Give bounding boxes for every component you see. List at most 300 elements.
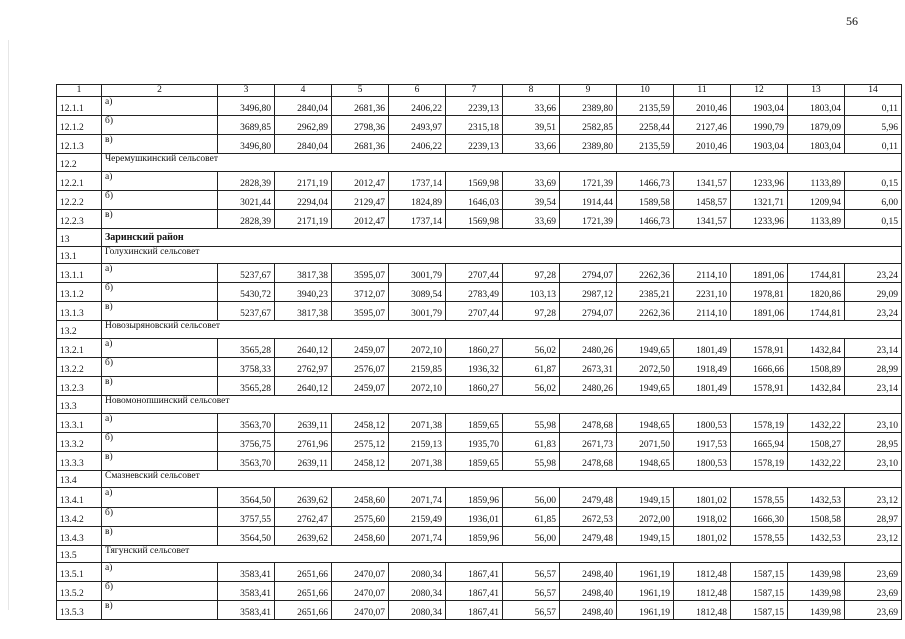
value-cell: 5237,67 [218, 264, 275, 283]
value-cell: 2794,07 [560, 264, 617, 283]
table-row [57, 451, 902, 470]
value-cell: 1587,15 [731, 582, 788, 601]
value-cell: 1578,19 [731, 413, 788, 432]
value-cell: 3756,75 [218, 432, 275, 451]
value-cell: 2470,07 [332, 601, 389, 620]
row-code: 12.2.2 [57, 190, 102, 209]
row-code: 12.2.1 [57, 171, 102, 190]
section-row [57, 246, 902, 264]
value-cell: 2159,49 [389, 507, 446, 526]
row-code: 13.4.3 [57, 526, 102, 545]
row-variant: б) [102, 432, 218, 451]
row-code: 13.5.1 [57, 563, 102, 582]
value-cell: 2672,53 [560, 507, 617, 526]
row-code: 13.3.2 [57, 432, 102, 451]
value-cell: 1812,48 [674, 563, 731, 582]
value-cell: 3563,70 [218, 451, 275, 470]
row-variant: а) [102, 563, 218, 582]
value-cell: 2080,34 [389, 563, 446, 582]
value-cell: 56,57 [503, 601, 560, 620]
value-cell: 1891,06 [731, 302, 788, 321]
value-cell: 2459,07 [332, 338, 389, 357]
section-title: Новомонопшинский сельсовет [102, 396, 902, 414]
value-cell: 2828,39 [218, 209, 275, 228]
value-cell: 3565,28 [218, 377, 275, 396]
value-cell: 2470,07 [332, 563, 389, 582]
row-code: 12.1.2 [57, 116, 102, 135]
value-cell: 2072,50 [617, 357, 674, 376]
value-cell: 1948,65 [617, 413, 674, 432]
column-number-cell: 11 [674, 85, 731, 97]
value-cell: 2458,12 [332, 413, 389, 432]
value-cell: 3564,50 [218, 488, 275, 507]
value-cell: 2012,47 [332, 171, 389, 190]
value-cell: 2828,39 [218, 171, 275, 190]
row-variant: а) [102, 413, 218, 432]
value-cell: 1936,32 [446, 357, 503, 376]
row-variant: в) [102, 209, 218, 228]
value-cell: 1209,94 [788, 190, 845, 209]
value-cell: 1812,48 [674, 601, 731, 620]
value-cell: 1936,01 [446, 507, 503, 526]
value-cell: 1859,96 [446, 488, 503, 507]
value-cell: 3583,41 [218, 563, 275, 582]
value-cell: 1341,57 [674, 209, 731, 228]
value-cell: 23,14 [845, 338, 902, 357]
value-cell: 23,14 [845, 377, 902, 396]
value-cell: 3940,23 [275, 283, 332, 302]
row-variant: б) [102, 190, 218, 209]
column-number-cell: 4 [275, 85, 332, 97]
value-cell: 1918,02 [674, 507, 731, 526]
value-cell: 2651,66 [275, 582, 332, 601]
value-cell: 1439,98 [788, 563, 845, 582]
value-cell: 1801,49 [674, 338, 731, 357]
value-cell: 2479,48 [560, 526, 617, 545]
row-code: 13.1 [57, 246, 102, 264]
row-code: 13.5.3 [57, 601, 102, 620]
value-cell: 2010,46 [674, 135, 731, 154]
value-cell: 2135,59 [617, 135, 674, 154]
table-row [57, 209, 902, 228]
value-cell: 2582,85 [560, 116, 617, 135]
row-code: 13 [57, 229, 102, 247]
value-cell: 3583,41 [218, 582, 275, 601]
value-cell: 2135,59 [617, 97, 674, 116]
value-cell: 2171,19 [275, 171, 332, 190]
value-cell: 61,85 [503, 507, 560, 526]
value-cell: 3595,07 [332, 302, 389, 321]
value-cell: 3564,50 [218, 526, 275, 545]
table-row [57, 563, 902, 582]
table-row [57, 338, 902, 357]
value-cell: 1439,98 [788, 582, 845, 601]
value-cell: 1949,65 [617, 377, 674, 396]
value-cell: 1978,81 [731, 283, 788, 302]
value-cell: 2159,85 [389, 357, 446, 376]
value-cell: 1820,86 [788, 283, 845, 302]
value-cell: 1666,30 [731, 507, 788, 526]
section-title: Заринский район [102, 229, 902, 247]
table-row [57, 264, 902, 283]
row-variant: а) [102, 488, 218, 507]
value-cell: 2406,22 [389, 97, 446, 116]
row-variant: а) [102, 97, 218, 116]
row-variant: б) [102, 116, 218, 135]
value-cell: 2470,07 [332, 582, 389, 601]
value-cell: 3689,85 [218, 116, 275, 135]
value-cell: 2458,60 [332, 488, 389, 507]
value-cell: 1466,73 [617, 209, 674, 228]
value-cell: 61,83 [503, 432, 560, 451]
row-variant: в) [102, 601, 218, 620]
value-cell: 55,98 [503, 451, 560, 470]
value-cell: 5,96 [845, 116, 902, 135]
value-cell: 3563,70 [218, 413, 275, 432]
value-cell: 1508,58 [788, 507, 845, 526]
value-cell: 1961,19 [617, 601, 674, 620]
value-cell: 2072,00 [617, 507, 674, 526]
value-cell: 1737,14 [389, 209, 446, 228]
value-cell: 2762,97 [275, 357, 332, 376]
value-cell: 1949,15 [617, 488, 674, 507]
table-row [57, 582, 902, 601]
value-cell: 1578,91 [731, 377, 788, 396]
row-variant: б) [102, 283, 218, 302]
value-cell: 2072,10 [389, 377, 446, 396]
value-cell: 28,97 [845, 507, 902, 526]
value-cell: 2231,10 [674, 283, 731, 302]
value-cell: 1721,39 [560, 171, 617, 190]
value-cell: 1578,55 [731, 526, 788, 545]
value-cell: 23,24 [845, 264, 902, 283]
value-cell: 2114,10 [674, 302, 731, 321]
value-cell: 2840,04 [275, 97, 332, 116]
value-cell: 1432,53 [788, 488, 845, 507]
column-number-cell: 12 [731, 85, 788, 97]
value-cell: 1666,66 [731, 357, 788, 376]
value-cell: 2794,07 [560, 302, 617, 321]
value-cell: 23,10 [845, 451, 902, 470]
table-row [57, 135, 902, 154]
value-cell: 97,28 [503, 264, 560, 283]
row-variant: в) [102, 377, 218, 396]
value-cell: 2389,80 [560, 97, 617, 116]
value-cell: 1803,04 [788, 135, 845, 154]
value-cell: 2783,49 [446, 283, 503, 302]
value-cell: 2129,47 [332, 190, 389, 209]
value-cell: 1935,70 [446, 432, 503, 451]
value-cell: 1737,14 [389, 171, 446, 190]
table-row [57, 97, 902, 116]
value-cell: 1801,02 [674, 526, 731, 545]
value-cell: 2385,21 [617, 283, 674, 302]
value-cell: 56,02 [503, 377, 560, 396]
value-cell: 1665,94 [731, 432, 788, 451]
value-cell: 2114,10 [674, 264, 731, 283]
value-cell: 23,12 [845, 526, 902, 545]
row-variant: а) [102, 264, 218, 283]
page-number: 56 [846, 14, 858, 28]
value-cell: 2681,36 [332, 135, 389, 154]
row-code: 12.1.3 [57, 135, 102, 154]
value-cell: 2010,46 [674, 97, 731, 116]
value-cell: 1803,04 [788, 97, 845, 116]
row-code: 13.2.3 [57, 377, 102, 396]
value-cell: 2639,11 [275, 451, 332, 470]
value-cell: 1587,15 [731, 601, 788, 620]
value-cell: 3817,38 [275, 302, 332, 321]
value-cell: 2498,40 [560, 582, 617, 601]
value-cell: 1578,55 [731, 488, 788, 507]
column-number-cell: 1 [57, 85, 102, 97]
row-code: 13.3.3 [57, 451, 102, 470]
row-variant: а) [102, 338, 218, 357]
value-cell: 56,57 [503, 563, 560, 582]
row-code: 13.1.2 [57, 283, 102, 302]
value-cell: 1917,53 [674, 432, 731, 451]
table-row [57, 302, 902, 321]
row-variant: б) [102, 582, 218, 601]
value-cell: 1949,15 [617, 526, 674, 545]
value-cell: 2258,44 [617, 116, 674, 135]
value-cell: 2480,26 [560, 338, 617, 357]
value-cell: 1961,19 [617, 563, 674, 582]
value-cell: 1744,81 [788, 264, 845, 283]
value-cell: 1133,89 [788, 209, 845, 228]
value-cell: 23,69 [845, 601, 902, 620]
value-cell: 2071,74 [389, 526, 446, 545]
value-cell: 56,02 [503, 338, 560, 357]
section-title: Голухинский сельсовет [102, 246, 902, 264]
value-cell: 2798,36 [332, 116, 389, 135]
table-row [57, 432, 902, 451]
row-code: 13.1.1 [57, 264, 102, 283]
value-cell: 1569,98 [446, 209, 503, 228]
value-cell: 33,69 [503, 171, 560, 190]
value-cell: 2673,31 [560, 357, 617, 376]
value-cell: 3565,28 [218, 338, 275, 357]
value-cell: 1903,04 [731, 135, 788, 154]
value-cell: 1824,89 [389, 190, 446, 209]
value-cell: 1860,27 [446, 338, 503, 357]
value-cell: 2478,68 [560, 451, 617, 470]
value-cell: 2012,47 [332, 209, 389, 228]
row-code: 12.2.3 [57, 209, 102, 228]
table-row [57, 507, 902, 526]
table-row [57, 190, 902, 209]
table-row [57, 601, 902, 620]
page-margin-rule [8, 40, 9, 610]
row-code: 13.3 [57, 396, 102, 414]
table-body [57, 85, 902, 620]
row-variant: б) [102, 357, 218, 376]
value-cell: 1432,22 [788, 451, 845, 470]
value-cell: 1439,98 [788, 601, 845, 620]
value-cell: 56,57 [503, 582, 560, 601]
value-cell: 2639,62 [275, 488, 332, 507]
value-cell: 1800,53 [674, 451, 731, 470]
section-row [57, 396, 902, 414]
value-cell: 2640,12 [275, 338, 332, 357]
value-cell: 1432,84 [788, 338, 845, 357]
section-row [57, 545, 902, 563]
column-number-cell: 8 [503, 85, 560, 97]
value-cell: 2761,96 [275, 432, 332, 451]
value-cell: 1569,98 [446, 171, 503, 190]
value-cell: 1646,03 [446, 190, 503, 209]
row-variant: в) [102, 451, 218, 470]
value-cell: 2071,74 [389, 488, 446, 507]
value-cell: 2498,40 [560, 563, 617, 582]
row-variant: б) [102, 507, 218, 526]
value-cell: 1578,91 [731, 338, 788, 357]
row-code: 13.5 [57, 545, 102, 563]
value-cell: 1744,81 [788, 302, 845, 321]
value-cell: 1903,04 [731, 97, 788, 116]
value-cell: 5237,67 [218, 302, 275, 321]
table-row [57, 413, 902, 432]
value-cell: 2127,46 [674, 116, 731, 135]
value-cell: 2640,12 [275, 377, 332, 396]
row-code: 13.2.2 [57, 357, 102, 376]
column-number-cell: 2 [102, 85, 218, 97]
section-title: Смазневский сельсовет [102, 470, 902, 488]
value-cell: 3583,41 [218, 601, 275, 620]
value-cell: 3758,33 [218, 357, 275, 376]
value-cell: 2480,26 [560, 377, 617, 396]
value-cell: 1961,19 [617, 582, 674, 601]
value-cell: 1867,41 [446, 563, 503, 582]
section-title: Черемушкинский сельсовет [102, 154, 902, 172]
value-cell: 1948,65 [617, 451, 674, 470]
value-cell: 5430,72 [218, 283, 275, 302]
value-cell: 1949,65 [617, 338, 674, 357]
value-cell: 1587,15 [731, 563, 788, 582]
value-cell: 2840,04 [275, 135, 332, 154]
value-cell: 2987,12 [560, 283, 617, 302]
value-cell: 1233,96 [731, 171, 788, 190]
value-cell: 2071,38 [389, 451, 446, 470]
table-row [57, 357, 902, 376]
value-cell: 2458,60 [332, 526, 389, 545]
value-cell: 2239,13 [446, 135, 503, 154]
value-cell: 1859,65 [446, 413, 503, 432]
value-cell: 2171,19 [275, 209, 332, 228]
table-row [57, 116, 902, 135]
value-cell: 1432,84 [788, 377, 845, 396]
row-code: 13.2.1 [57, 338, 102, 357]
value-cell: 1801,02 [674, 488, 731, 507]
value-cell: 0,11 [845, 97, 902, 116]
column-number-cell: 3 [218, 85, 275, 97]
row-variant: а) [102, 171, 218, 190]
value-cell: 2707,44 [446, 264, 503, 283]
value-cell: 2575,60 [332, 507, 389, 526]
value-cell: 3496,80 [218, 135, 275, 154]
value-cell: 3001,79 [389, 264, 446, 283]
value-cell: 23,10 [845, 413, 902, 432]
value-cell: 23,69 [845, 582, 902, 601]
value-cell: 3712,07 [332, 283, 389, 302]
value-cell: 0,11 [845, 135, 902, 154]
value-cell: 2389,80 [560, 135, 617, 154]
value-cell: 29,09 [845, 283, 902, 302]
column-number-cell: 10 [617, 85, 674, 97]
row-code: 12.1.1 [57, 97, 102, 116]
table-row [57, 526, 902, 545]
value-cell: 2493,97 [389, 116, 446, 135]
row-variant: в) [102, 526, 218, 545]
value-cell: 23,12 [845, 488, 902, 507]
value-cell: 2458,12 [332, 451, 389, 470]
value-cell: 1859,96 [446, 526, 503, 545]
value-cell: 56,00 [503, 488, 560, 507]
row-code: 13.2 [57, 321, 102, 339]
value-cell: 3001,79 [389, 302, 446, 321]
row-code: 13.5.2 [57, 582, 102, 601]
value-cell: 61,87 [503, 357, 560, 376]
value-cell: 2639,11 [275, 413, 332, 432]
value-cell: 2962,89 [275, 116, 332, 135]
column-number-row [57, 85, 902, 97]
value-cell: 2651,66 [275, 563, 332, 582]
section-row [57, 470, 902, 488]
row-code: 13.4 [57, 470, 102, 488]
value-cell: 97,28 [503, 302, 560, 321]
value-cell: 2262,36 [617, 302, 674, 321]
row-variant: в) [102, 302, 218, 321]
value-cell: 1800,53 [674, 413, 731, 432]
value-cell: 0,15 [845, 209, 902, 228]
value-cell: 1812,48 [674, 582, 731, 601]
value-cell: 2498,40 [560, 601, 617, 620]
value-cell: 2762,47 [275, 507, 332, 526]
tariff-table [56, 84, 902, 620]
value-cell: 23,69 [845, 563, 902, 582]
section-title: Новозыряновский сельсовет [102, 321, 902, 339]
value-cell: 1879,09 [788, 116, 845, 135]
table-row [57, 377, 902, 396]
value-cell: 1721,39 [560, 209, 617, 228]
value-cell: 1578,19 [731, 451, 788, 470]
value-cell: 1914,44 [560, 190, 617, 209]
value-cell: 1589,58 [617, 190, 674, 209]
value-cell: 1990,79 [731, 116, 788, 135]
value-cell: 2072,10 [389, 338, 446, 357]
row-code: 13.3.1 [57, 413, 102, 432]
value-cell: 1801,49 [674, 377, 731, 396]
value-cell: 3089,54 [389, 283, 446, 302]
value-cell: 3817,38 [275, 264, 332, 283]
value-cell: 2071,50 [617, 432, 674, 451]
value-cell: 1508,27 [788, 432, 845, 451]
row-code: 13.4.2 [57, 507, 102, 526]
section-row [57, 321, 902, 339]
value-cell: 33,69 [503, 209, 560, 228]
column-number-cell: 13 [788, 85, 845, 97]
value-cell: 1891,06 [731, 264, 788, 283]
value-cell: 1458,57 [674, 190, 731, 209]
value-cell: 1233,96 [731, 209, 788, 228]
section-row [57, 154, 902, 172]
value-cell: 2262,36 [617, 264, 674, 283]
column-number-cell: 7 [446, 85, 503, 97]
value-cell: 2159,13 [389, 432, 446, 451]
value-cell: 23,24 [845, 302, 902, 321]
value-cell: 1859,65 [446, 451, 503, 470]
value-cell: 2080,34 [389, 582, 446, 601]
